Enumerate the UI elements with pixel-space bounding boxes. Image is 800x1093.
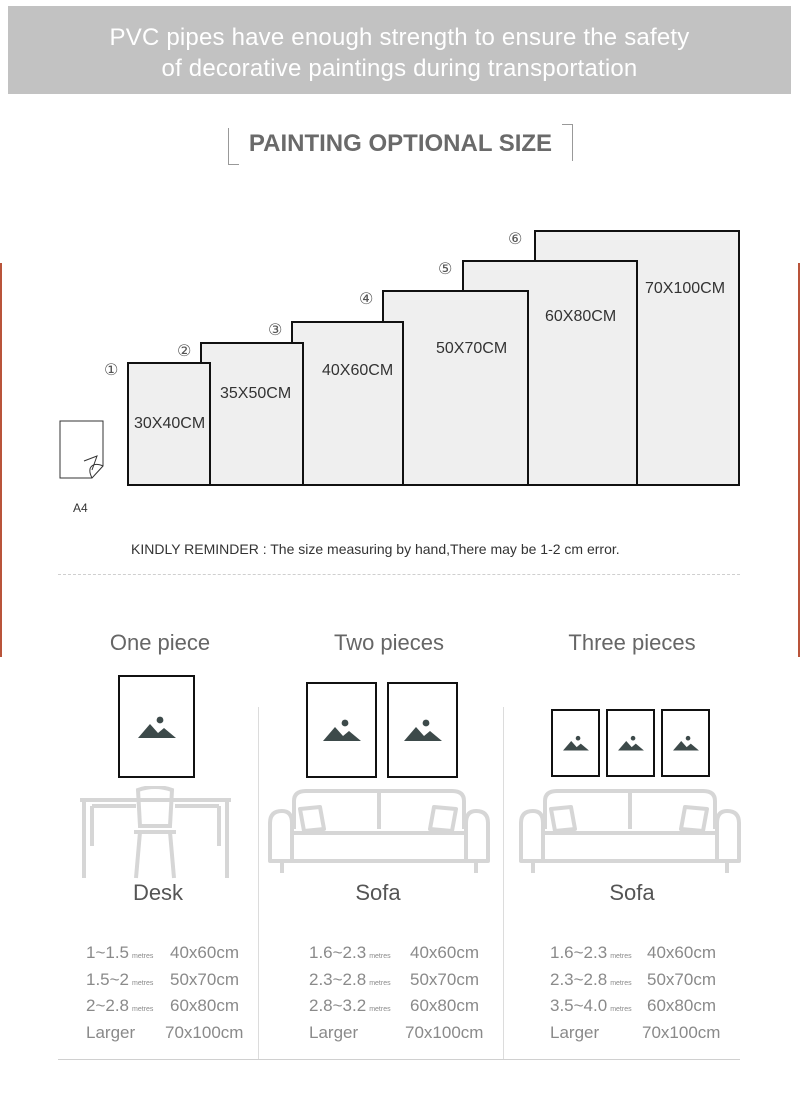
section-title: PAINTING OPTIONAL SIZE (248, 130, 553, 157)
recommendation-row: 3.5~4.0 metres 60x80cm (550, 996, 716, 1015)
size-number-3: ③ (268, 322, 283, 339)
desk-chair-icon (78, 786, 233, 880)
banner-line-2: of decorative paintings during transportation (161, 55, 638, 82)
picture-frame (306, 682, 377, 778)
a4-paper-icon (60, 421, 103, 478)
size-frame-3 (292, 322, 403, 485)
a4-label: A4 (73, 501, 88, 515)
recommendation-row: 2.3~2.8 metres 50x70cm (309, 970, 479, 989)
column-separator-1 (258, 707, 259, 1059)
column-separator-2 (503, 707, 504, 1059)
recommendation-row: 1.6~2.3 metres 40x60cm (550, 943, 716, 962)
mountain-picture-icon (138, 716, 176, 738)
picture-frame (118, 675, 195, 778)
picture-frame (661, 709, 710, 777)
column-title-one-piece: One piece (109, 630, 211, 655)
size-frame-4 (383, 291, 528, 485)
size-number-5: ⑤ (438, 261, 453, 278)
size-label-2: 35X50CM (220, 385, 292, 402)
sofa-icon (266, 783, 492, 875)
banner-line-1: PVC pipes have enough strength to ensure the safety (109, 24, 690, 51)
bottom-divider (58, 1059, 740, 1060)
mountain-picture-icon (323, 719, 361, 741)
picture-frame (551, 709, 600, 777)
size-comparison-diagram (0, 0, 800, 520)
size-number-1: ① (104, 362, 119, 379)
recommendation-row: 2.8~3.2 metres 60x80cm (309, 996, 479, 1015)
size-label-3: 40X60CM (322, 362, 394, 379)
room-label-sofa: Sofa (355, 880, 401, 905)
recommendation-row: Larger 70x100cm (309, 1023, 484, 1042)
size-frame-2 (201, 343, 303, 485)
recommendation-row: 2.3~2.8 metres 50x70cm (550, 970, 716, 989)
recommendation-row: 2~2.8 metres 60x80cm (86, 996, 239, 1015)
size-number-4: ④ (359, 291, 374, 308)
size-label-6: 70X100CM (645, 280, 726, 297)
size-number-6: ⑥ (508, 231, 523, 248)
picture-frame (387, 682, 458, 778)
mountain-picture-icon (404, 719, 442, 741)
size-number-2: ② (177, 343, 192, 360)
recommendation-row: 1.6~2.3 metres 40x60cm (309, 943, 479, 962)
recommendation-row: 1~1.5 metres 40x60cm (86, 943, 239, 962)
dashed-divider (58, 574, 740, 575)
size-label-4: 50X70CM (436, 340, 508, 357)
kindly-reminder: KINDLY REMINDER : The size measuring by hand,There may be 1-2 cm error. (131, 541, 620, 557)
mountain-picture-icon (673, 736, 699, 751)
size-label-1: 30X40CM (134, 415, 206, 432)
column-title-three-pieces: Three pieces (568, 630, 696, 655)
recommendation-row: 1.5~2 metres 50x70cm (86, 970, 239, 989)
mountain-picture-icon (618, 736, 644, 751)
column-title-two-pieces: Two pieces (333, 630, 445, 655)
recommendation-row: Larger 70x100cm (550, 1023, 721, 1042)
recommendation-row: Larger 70x100cm (86, 1023, 244, 1042)
room-label-desk: Desk (132, 880, 184, 905)
picture-frame (606, 709, 655, 777)
sofa-icon (517, 783, 743, 875)
mountain-picture-icon (563, 736, 589, 751)
size-label-5: 60X80CM (545, 308, 617, 325)
room-label-sofa: Sofa (609, 880, 655, 905)
